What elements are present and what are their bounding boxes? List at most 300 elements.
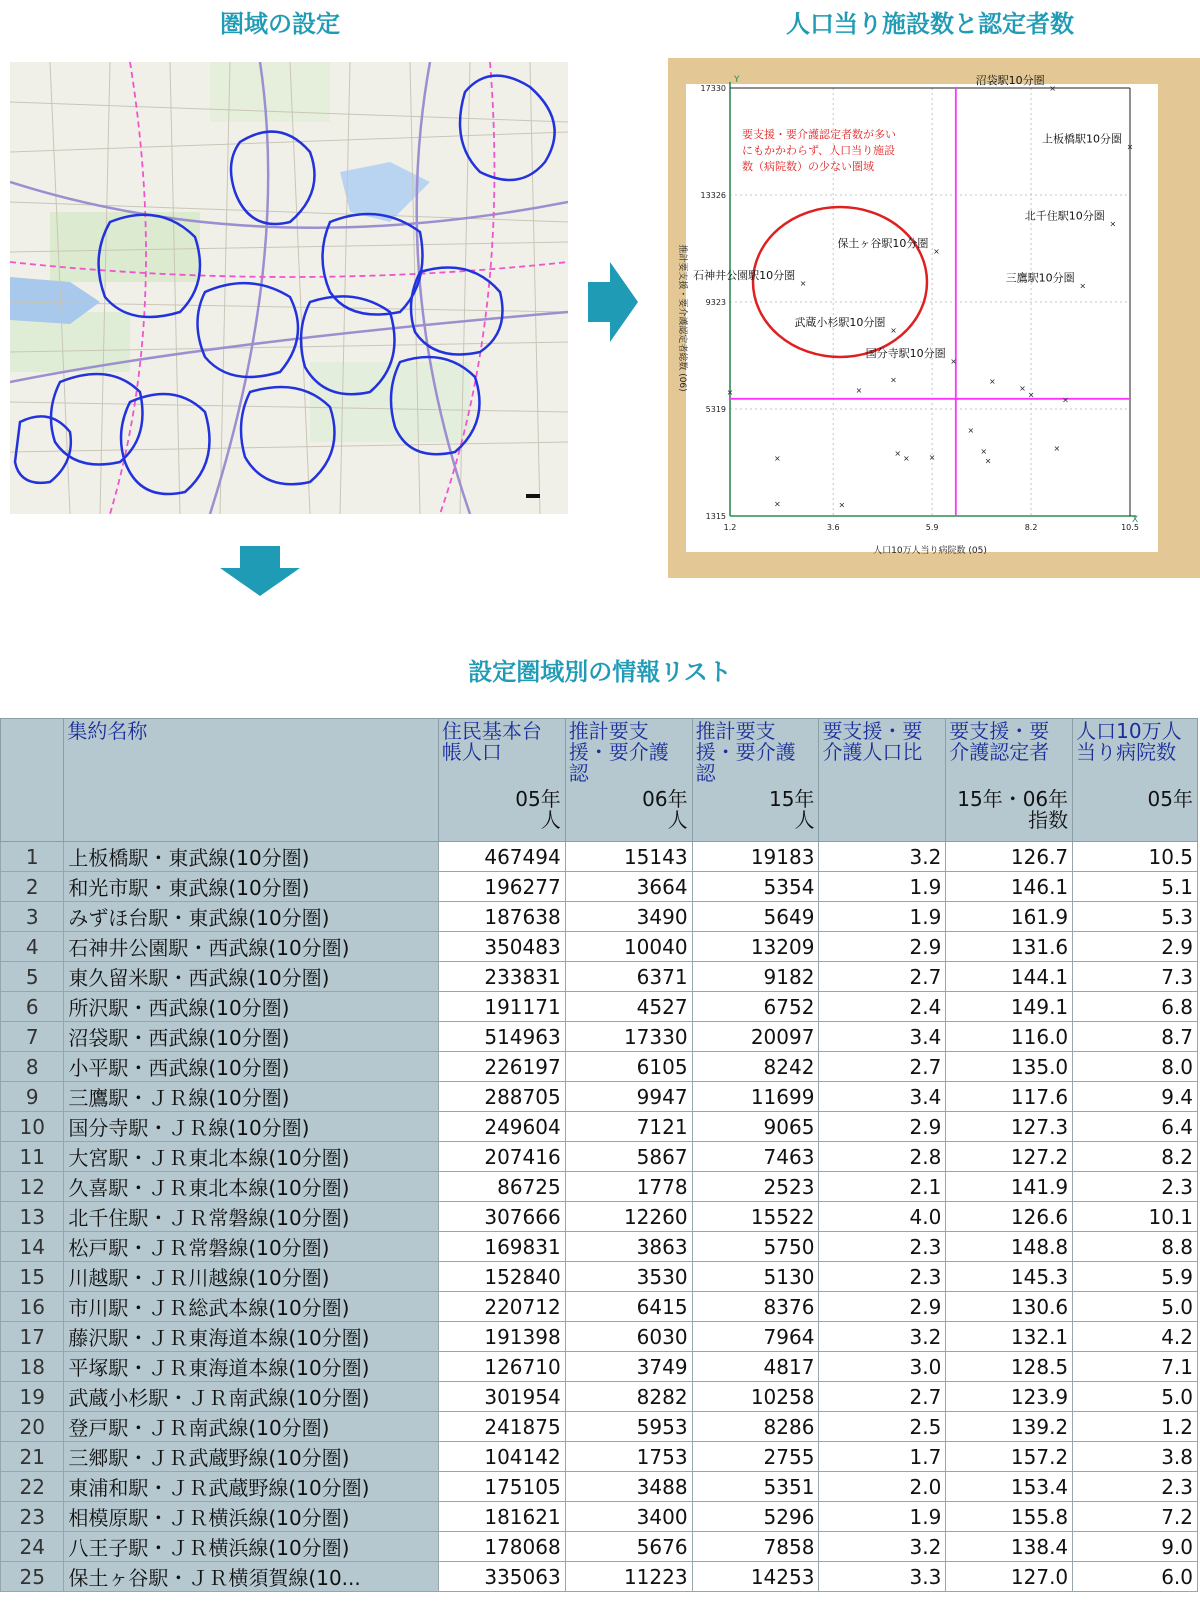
table-row[interactable] xyxy=(1,1502,1198,1532)
table-row[interactable] xyxy=(1,992,1198,1022)
table-cell: 2.9 xyxy=(819,1292,946,1322)
y-tick-label: 1315 xyxy=(705,512,726,521)
area-name: 石神井公園駅・西武線(10分圏) xyxy=(64,932,438,962)
data-point: × xyxy=(838,500,846,510)
area-name: 東浦和駅・ＪＲ武蔵野線(10分圏) xyxy=(64,1472,438,1502)
table-cell: 2.4 xyxy=(819,992,946,1022)
table-row[interactable] xyxy=(1,932,1198,962)
x-tick-label: 5.9 xyxy=(925,523,939,532)
table-row[interactable] xyxy=(1,1292,1198,1322)
table-cell: 149.1 xyxy=(946,992,1073,1022)
table-cell: 138.4 xyxy=(946,1532,1073,1562)
table-cell: 9.4 xyxy=(1073,1082,1198,1112)
table-cell: 514963 xyxy=(438,1022,565,1052)
table-cell: 8242 xyxy=(692,1052,819,1082)
table-cell: 5130 xyxy=(692,1262,819,1292)
info-list-table xyxy=(0,718,1198,1592)
data-point: × xyxy=(890,325,897,335)
table-cell: 3.2 xyxy=(819,1532,946,1562)
row-number: 9 xyxy=(1,1082,64,1112)
table-cell: 2.3 xyxy=(819,1232,946,1262)
data-point: × xyxy=(1019,383,1026,393)
table-cell: 5.0 xyxy=(1073,1292,1198,1322)
table-cell: 9947 xyxy=(565,1082,692,1112)
table-cell: 2.7 xyxy=(819,962,946,992)
table-cell: 350483 xyxy=(438,932,565,962)
table-cell: 3.2 xyxy=(819,1322,946,1352)
table-cell: 5.0 xyxy=(1073,1382,1198,1412)
table-cell: 1.9 xyxy=(819,902,946,932)
area-name: 東久留米駅・西武線(10分圏) xyxy=(64,962,438,992)
table-cell: 127.0 xyxy=(946,1562,1073,1592)
table-cell: 175105 xyxy=(438,1472,565,1502)
table-cell: 4.0 xyxy=(819,1202,946,1232)
point-label: 上板橋駅10分圏 xyxy=(1042,132,1122,146)
table-row[interactable] xyxy=(1,1112,1198,1142)
table-cell: 2.1 xyxy=(819,1172,946,1202)
area-name: 藤沢駅・ＪＲ東海道本線(10分圏) xyxy=(64,1322,438,1352)
data-point: × xyxy=(984,456,992,466)
data-point: × xyxy=(967,426,975,436)
table-cell: 7964 xyxy=(692,1322,819,1352)
table-cell: 5296 xyxy=(692,1502,819,1532)
row-number: 14 xyxy=(1,1232,64,1262)
table-cell: 20097 xyxy=(692,1022,819,1052)
table-cell: 14253 xyxy=(692,1562,819,1592)
table-cell: 1.9 xyxy=(819,1502,946,1532)
annotation-text xyxy=(742,127,896,173)
data-point: × xyxy=(1049,84,1056,93)
map-section-title: 圏域の設定 xyxy=(220,10,340,38)
data-point: × xyxy=(890,375,897,385)
data-point: × xyxy=(933,247,940,257)
table-cell: 178068 xyxy=(438,1532,565,1562)
row-number: 24 xyxy=(1,1532,64,1562)
column-header-unit: 05年 xyxy=(1147,787,1193,811)
table-cell: 9065 xyxy=(692,1112,819,1142)
area-name: 久喜駅・ＪＲ東北本線(10分圏) xyxy=(64,1172,438,1202)
table-cell: 8286 xyxy=(692,1412,819,1442)
row-number: 3 xyxy=(1,902,64,932)
arrow-right-icon xyxy=(588,262,638,342)
row-number: 8 xyxy=(1,1052,64,1082)
table-cell: 233831 xyxy=(438,962,565,992)
y-tick-label: 9323 xyxy=(705,297,726,307)
table-cell: 126.6 xyxy=(946,1202,1073,1232)
data-point: × xyxy=(894,449,902,459)
area-name: 松戸駅・ＪＲ常磐線(10分圏) xyxy=(64,1232,438,1262)
row-number: 11 xyxy=(1,1142,64,1172)
table-cell: 128.5 xyxy=(946,1352,1073,1382)
table-cell: 1753 xyxy=(565,1442,692,1472)
table-cell: 13209 xyxy=(692,932,819,962)
y-tick-label: 13326 xyxy=(700,191,726,201)
area-name: 沼袋駅・西武線(10分圏) xyxy=(64,1022,438,1052)
table-cell: 220712 xyxy=(438,1292,565,1322)
table-cell: 3749 xyxy=(565,1352,692,1382)
row-number: 16 xyxy=(1,1292,64,1322)
arrow-down-icon xyxy=(220,546,300,596)
point-label: 三鷹駅10分圏 xyxy=(1005,271,1075,285)
table-row[interactable] xyxy=(1,1532,1198,1562)
area-name: 国分寺駅・ＪＲ線(10分圏) xyxy=(64,1112,438,1142)
table-cell: 8282 xyxy=(565,1382,692,1412)
table-cell: 207416 xyxy=(438,1142,565,1172)
area-name: 和光市駅・東武線(10分圏) xyxy=(64,872,438,902)
table-cell: 8.8 xyxy=(1073,1232,1198,1262)
table-cell: 126710 xyxy=(438,1352,565,1382)
table-cell: 301954 xyxy=(438,1382,565,1412)
table-cell: 191171 xyxy=(438,992,565,1022)
data-point: × xyxy=(989,376,996,386)
table-cell: 155.8 xyxy=(946,1502,1073,1532)
table-cell: 3.8 xyxy=(1073,1442,1198,1472)
data-point: × xyxy=(950,356,958,366)
table-cell: 3530 xyxy=(565,1262,692,1292)
column-header-label: 要支援・要介護人口比 xyxy=(822,719,923,764)
table-cell: 196277 xyxy=(438,872,565,902)
column-header[interactable] xyxy=(64,719,438,842)
table-row[interactable] xyxy=(1,1562,1198,1592)
y-tick-label: 17330 xyxy=(700,84,726,93)
point-label: 保土ヶ谷駅10分圏 xyxy=(837,237,929,251)
row-number: 19 xyxy=(1,1382,64,1412)
column-header-unit: 06年 人 xyxy=(642,787,688,832)
table-row[interactable] xyxy=(1,842,1198,872)
table-cell: 8376 xyxy=(692,1292,819,1322)
data-point: × xyxy=(1126,142,1134,152)
table-cell: 226197 xyxy=(438,1052,565,1082)
point-label: 石神井公園駅10分圏 xyxy=(693,268,796,282)
column-header[interactable] xyxy=(1,719,64,842)
annotation-line: にもかかわらず、人口当り施設 xyxy=(742,144,896,157)
table-cell: 2.9 xyxy=(819,932,946,962)
info-list-table-container xyxy=(0,718,1200,1601)
table-cell: 181621 xyxy=(438,1502,565,1532)
row-number: 4 xyxy=(1,932,64,962)
table-cell: 12260 xyxy=(565,1202,692,1232)
table-cell: 2.3 xyxy=(819,1262,946,1292)
table-cell: 4527 xyxy=(565,992,692,1022)
area-name: 保土ヶ谷駅・ＪＲ横須賀線(10... xyxy=(64,1562,438,1592)
column-header[interactable] xyxy=(438,719,565,842)
table-cell: 3.4 xyxy=(819,1082,946,1112)
data-point: × xyxy=(773,453,781,463)
table-cell: 5.9 xyxy=(1073,1262,1198,1292)
table-cell: 11223 xyxy=(565,1562,692,1592)
table-cell: 335063 xyxy=(438,1562,565,1592)
row-number: 7 xyxy=(1,1022,64,1052)
table-row[interactable] xyxy=(1,1142,1198,1172)
table-cell: 123.9 xyxy=(946,1382,1073,1412)
table-cell: 126.7 xyxy=(946,842,1073,872)
table-row[interactable] xyxy=(1,1232,1198,1262)
row-number: 20 xyxy=(1,1412,64,1442)
table-cell: 6030 xyxy=(565,1322,692,1352)
table-cell: 2755 xyxy=(692,1442,819,1472)
table-cell: 8.7 xyxy=(1073,1022,1198,1052)
table-cell: 116.0 xyxy=(946,1022,1073,1052)
table-cell: 7463 xyxy=(692,1142,819,1172)
x-tick-label: 8.2 xyxy=(1024,523,1038,532)
annotation-line: 数（病院数）の少ない圏域 xyxy=(742,160,874,173)
data-point: × xyxy=(1027,390,1035,400)
table-cell: 127.2 xyxy=(946,1142,1073,1172)
table-cell: 5676 xyxy=(565,1532,692,1562)
row-number: 17 xyxy=(1,1322,64,1352)
area-name: 三鷹駅・ＪＲ線(10分圏) xyxy=(64,1082,438,1112)
list-section-title: 設定圏域別の情報リスト xyxy=(468,658,732,686)
column-header-label: 集約名称 xyxy=(67,719,148,743)
column-header[interactable] xyxy=(565,719,692,842)
area-name: みずほ台駅・東武線(10分圏) xyxy=(64,902,438,932)
table-cell: 10040 xyxy=(565,932,692,962)
table-cell: 2.3 xyxy=(1073,1172,1198,1202)
data-point: × xyxy=(928,452,936,462)
table-row[interactable] xyxy=(1,1352,1198,1382)
table-cell: 144.1 xyxy=(946,962,1073,992)
row-number: 21 xyxy=(1,1442,64,1472)
table-cell: 187638 xyxy=(438,902,565,932)
table-cell: 3.3 xyxy=(819,1562,946,1592)
table-body xyxy=(1,842,1198,1592)
data-point: × xyxy=(1079,281,1087,291)
table-cell: 3488 xyxy=(565,1472,692,1502)
column-header[interactable] xyxy=(946,719,1073,842)
table-cell: 2.7 xyxy=(819,1382,946,1412)
table-cell: 86725 xyxy=(438,1172,565,1202)
table-cell: 17330 xyxy=(565,1022,692,1052)
area-name: 八王子駅・ＪＲ横浜線(10分圏) xyxy=(64,1532,438,1562)
area-name: 北千住駅・ＪＲ常磐線(10分圏) xyxy=(64,1202,438,1232)
table-cell: 5.3 xyxy=(1073,902,1198,932)
table-cell: 3.0 xyxy=(819,1352,946,1382)
data-point: × xyxy=(799,278,807,288)
x-tick-label: 1.2 xyxy=(723,523,737,532)
data-point: × xyxy=(726,388,734,398)
table-row[interactable] xyxy=(1,1382,1198,1412)
table-row[interactable] xyxy=(1,1262,1198,1292)
table-cell: 2.9 xyxy=(819,1112,946,1142)
area-name: 武蔵小杉駅・ＪＲ南武線(10分圏) xyxy=(64,1382,438,1412)
row-number: 22 xyxy=(1,1472,64,1502)
table-cell: 6.0 xyxy=(1073,1562,1198,1592)
table-header-row xyxy=(1,719,1198,842)
table-cell: 132.1 xyxy=(946,1322,1073,1352)
scatter-chart xyxy=(668,58,1200,578)
table-row[interactable] xyxy=(1,1322,1198,1352)
table-cell: 5354 xyxy=(692,872,819,902)
x-tick-label: 3.6 xyxy=(826,523,840,532)
table-row[interactable] xyxy=(1,1082,1198,1112)
column-header-label: 推計要支援・要介護認 xyxy=(568,719,669,785)
table-cell: 5.1 xyxy=(1073,872,1198,902)
table-cell: 11699 xyxy=(692,1082,819,1112)
data-point: × xyxy=(855,385,863,395)
area-name: 小平駅・西武線(10分圏) xyxy=(64,1052,438,1082)
table-cell: 1.2 xyxy=(1073,1412,1198,1442)
table-row[interactable] xyxy=(1,1442,1198,1472)
scatter-section-title: 人口当り施設数と認定者数 xyxy=(786,10,1074,38)
table-cell: 6.8 xyxy=(1073,992,1198,1022)
table-row[interactable] xyxy=(1,1202,1198,1232)
column-header-unit: 15年 人 xyxy=(768,787,815,832)
scatter-chart-panel xyxy=(668,58,1200,578)
point-label: 沼袋駅10分圏 xyxy=(975,74,1045,87)
table-cell: 4.2 xyxy=(1073,1322,1198,1352)
data-point: × xyxy=(902,453,910,463)
y-axis-title: 推計要支援・要介護認定者総数 (06) xyxy=(677,244,687,392)
table-cell: 7.1 xyxy=(1073,1352,1198,1382)
point-label: 国分寺駅10分圏 xyxy=(865,346,946,360)
table-cell: 7858 xyxy=(692,1532,819,1562)
table-cell: 2.8 xyxy=(819,1142,946,1172)
table-row[interactable] xyxy=(1,902,1198,932)
x-tick-label: 10.5 xyxy=(1121,523,1139,532)
area-name: 平塚駅・ＪＲ東海道本線(10分圏) xyxy=(64,1352,438,1382)
x-axis-letter: X xyxy=(1132,515,1139,525)
point-label: 武蔵小杉駅10分圏 xyxy=(794,315,886,329)
table-row[interactable] xyxy=(1,1172,1198,1202)
table-cell: 467494 xyxy=(438,842,565,872)
table-cell: 127.3 xyxy=(946,1112,1073,1142)
table-cell: 7121 xyxy=(565,1112,692,1142)
table-cell: 241875 xyxy=(438,1412,565,1442)
table-cell: 1.9 xyxy=(819,872,946,902)
column-header[interactable] xyxy=(819,719,946,842)
annotation-line: 要支援・要介護認定者数が多い xyxy=(742,128,896,141)
table-cell: 15522 xyxy=(692,1202,819,1232)
table-cell: 5649 xyxy=(692,902,819,932)
table-cell: 131.6 xyxy=(946,932,1073,962)
table-cell: 148.8 xyxy=(946,1232,1073,1262)
table-cell: 15143 xyxy=(565,842,692,872)
column-header-label: 住民基本台帳人口 xyxy=(441,719,542,764)
table-row[interactable] xyxy=(1,872,1198,902)
table-cell: 8.2 xyxy=(1073,1142,1198,1172)
table-cell: 3490 xyxy=(565,902,692,932)
area-name: 相模原駅・ＪＲ横浜線(10分圏) xyxy=(64,1502,438,1532)
data-point: × xyxy=(1109,219,1117,229)
table-cell: 5953 xyxy=(565,1412,692,1442)
table-cell: 161.9 xyxy=(946,902,1073,932)
map-image xyxy=(10,62,568,514)
table-cell: 10.5 xyxy=(1073,842,1198,872)
table-cell: 10258 xyxy=(692,1382,819,1412)
table-cell: 9.0 xyxy=(1073,1532,1198,1562)
area-name: 上板橋駅・東武線(10分圏) xyxy=(64,842,438,872)
area-name: 市川駅・ＪＲ総武本線(10分圏) xyxy=(64,1292,438,1322)
table-cell: 169831 xyxy=(438,1232,565,1262)
column-header-unit: 15年・06年 指数 xyxy=(957,787,1069,832)
table-cell: 2.7 xyxy=(819,1052,946,1082)
table-cell: 3400 xyxy=(565,1502,692,1532)
table-cell: 3.2 xyxy=(819,842,946,872)
table-cell: 10.1 xyxy=(1073,1202,1198,1232)
area-name: 登戸駅・ＪＲ南武線(10分圏) xyxy=(64,1412,438,1442)
table-cell: 2.9 xyxy=(1073,932,1198,962)
data-point: × xyxy=(980,446,988,456)
table-cell: 139.2 xyxy=(946,1412,1073,1442)
table-cell: 6.4 xyxy=(1073,1112,1198,1142)
data-point: × xyxy=(773,499,781,509)
table-cell: 2.0 xyxy=(819,1472,946,1502)
table-row[interactable] xyxy=(1,1412,1198,1442)
table-cell: 2.5 xyxy=(819,1412,946,1442)
table-cell: 6752 xyxy=(692,992,819,1022)
table-cell: 3664 xyxy=(565,872,692,902)
table-cell: 6105 xyxy=(565,1052,692,1082)
column-header-unit: 05年 人 xyxy=(515,787,561,832)
column-header[interactable] xyxy=(692,719,819,842)
table-cell: 2.3 xyxy=(1073,1472,1198,1502)
table-cell: 5867 xyxy=(565,1142,692,1172)
table-row[interactable] xyxy=(1,1052,1198,1082)
table-cell: 141.9 xyxy=(946,1172,1073,1202)
point-label: 北千住駅10分圏 xyxy=(1024,209,1105,223)
table-cell: 1778 xyxy=(565,1172,692,1202)
table-cell: 3.4 xyxy=(819,1022,946,1052)
table-row[interactable] xyxy=(1,1022,1198,1052)
column-header-label: 人口10万人当り病院数 xyxy=(1076,719,1182,764)
table-cell: 7.3 xyxy=(1073,962,1198,992)
table-cell: 307666 xyxy=(438,1202,565,1232)
table-cell: 152840 xyxy=(438,1262,565,1292)
table-cell: 104142 xyxy=(438,1442,565,1472)
table-cell: 2523 xyxy=(692,1172,819,1202)
table-cell: 6415 xyxy=(565,1292,692,1322)
table-cell: 4817 xyxy=(692,1352,819,1382)
table-cell: 9182 xyxy=(692,962,819,992)
row-number: 15 xyxy=(1,1262,64,1292)
table-cell: 135.0 xyxy=(946,1052,1073,1082)
area-name: 川越駅・ＪＲ川越線(10分圏) xyxy=(64,1262,438,1292)
table-cell: 1.7 xyxy=(819,1442,946,1472)
row-number: 13 xyxy=(1,1202,64,1232)
row-number: 10 xyxy=(1,1112,64,1142)
x-axis-title: 人口10万人当り病院数 (05) xyxy=(873,546,987,556)
table-row[interactable] xyxy=(1,1472,1198,1502)
area-name: 大宮駅・ＪＲ東北本線(10分圏) xyxy=(64,1142,438,1172)
column-header[interactable] xyxy=(1073,719,1198,842)
row-number: 6 xyxy=(1,992,64,1022)
row-number: 5 xyxy=(1,962,64,992)
catchment-map xyxy=(10,62,568,514)
area-name: 三郷駅・ＪＲ武蔵野線(10分圏) xyxy=(64,1442,438,1472)
table-cell: 19183 xyxy=(692,842,819,872)
row-number: 1 xyxy=(1,842,64,872)
table-cell: 8.0 xyxy=(1073,1052,1198,1082)
table-cell: 117.6 xyxy=(946,1082,1073,1112)
table-cell: 191398 xyxy=(438,1322,565,1352)
data-point: × xyxy=(1062,395,1069,405)
table-row[interactable] xyxy=(1,962,1198,992)
column-header-label: 推計要支援・要介護認 xyxy=(695,719,796,785)
y-axis-letter: Y xyxy=(734,75,740,85)
table-cell: 130.6 xyxy=(946,1292,1073,1322)
table-cell: 157.2 xyxy=(946,1442,1073,1472)
y-tick-label: 5319 xyxy=(705,404,726,414)
table-cell: 7.2 xyxy=(1073,1502,1198,1532)
area-name: 所沢駅・西武線(10分圏) xyxy=(64,992,438,1022)
table-cell: 3863 xyxy=(565,1232,692,1262)
row-number: 25 xyxy=(1,1562,64,1592)
row-number: 2 xyxy=(1,872,64,902)
row-number: 23 xyxy=(1,1502,64,1532)
table-cell: 5351 xyxy=(692,1472,819,1502)
table-cell: 145.3 xyxy=(946,1262,1073,1292)
table-cell: 153.4 xyxy=(946,1472,1073,1502)
